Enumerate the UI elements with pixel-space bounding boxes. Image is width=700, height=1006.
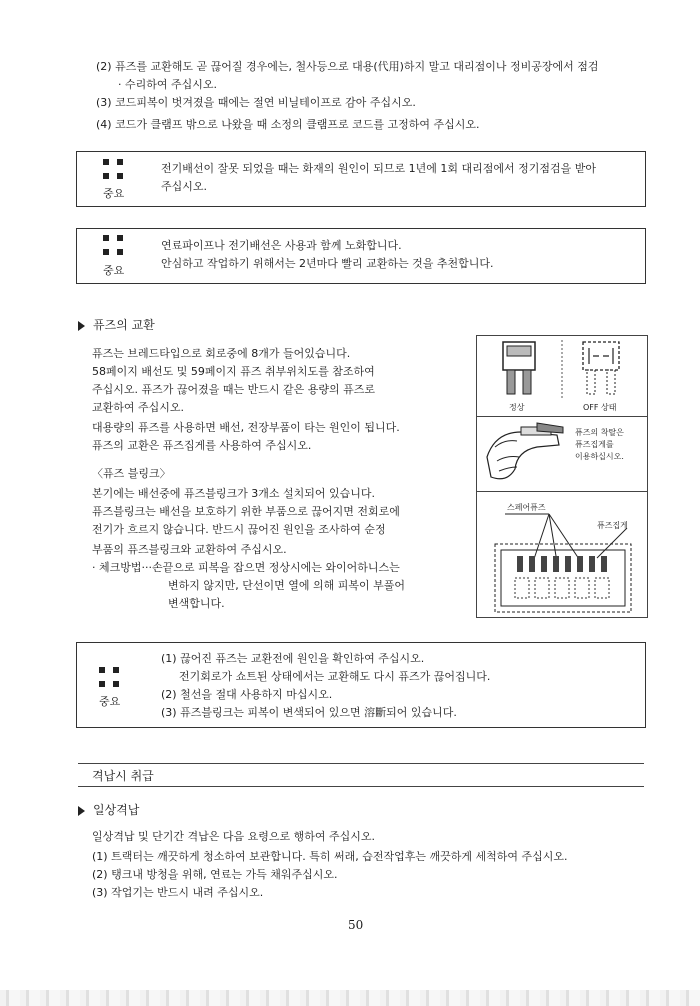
- fuse-para-line: 대용량의 퓨즈를 사용하면 배선, 전장부품이 타는 원인이 됩니다.: [92, 421, 400, 434]
- notice-line: 전기회로가 쇼트된 상태에서는 교환해도 다시 퓨즈가 끊어집니다.: [179, 670, 491, 683]
- notice-label: 중요: [103, 264, 125, 277]
- tong-note-line: 퓨즈집게를: [575, 440, 614, 449]
- storage-intro: 일상격납 및 단기간 격납은 다음 요령으로 행하여 주십시오.: [92, 830, 375, 843]
- tong-note-line: 퓨즈의 착탈은: [575, 428, 624, 437]
- rule-bottom: [78, 786, 644, 787]
- intro-item-2-cont: · 수리하여 주십시오.: [118, 78, 217, 91]
- intro-item-2: (2) 퓨즈를 교환해도 곧 끊어질 경우에는, 철사등으로 대용(代用)하지 말고 대리점이나 정비공장에서 점검: [96, 60, 599, 73]
- fuse-off-label: OFF 상태: [583, 403, 617, 412]
- notice-line: (2) 철선을 절대 사용하지 마십시오.: [161, 688, 333, 701]
- tong-note-line: 이용하십시오.: [575, 452, 624, 461]
- fuse-link-line: 전기가 흐르지 않습니다. 반드시 끊어진 원인을 조사하여 순정: [92, 523, 386, 536]
- fuse-para-line: 퓨즈는 브레드타입으로 회로중에 8개가 들어있습니다.: [92, 347, 351, 360]
- notice-line: (1) 끊어진 퓨즈는 교환전에 원인을 확인하여 주십시오.: [161, 652, 425, 665]
- notice-line: 연료파이프나 전기배선은 사용과 함께 노화합니다.: [161, 239, 402, 252]
- section-heading-daily-storage: [78, 801, 139, 818]
- fuse-para-line: 퓨즈의 교환은 퓨즈집게를 사용하여 주십시오.: [92, 439, 312, 452]
- section-heading-fuse: [78, 316, 155, 333]
- storage-item: (1) 트랙터는 깨끗하게 청소하여 보관합니다. 특히 써래, 습전작업후는 깨끗하게 세척하여 주십시오.: [92, 850, 568, 863]
- notice-box-1: [76, 151, 646, 207]
- intro-item-3: (3) 코드피복이 벗겨졌을 때에는 절연 비닐테이프로 감아 주십시오.: [96, 96, 416, 109]
- fuse-link-line: 본기에는 배선중에 퓨즈블링크가 3개소 설치되어 있습니다.: [92, 487, 375, 500]
- fuse-box-illustration: [477, 492, 647, 617]
- storage-item: (2) 탱크내 방청을 위해, 연료는 가득 채워주십시오.: [92, 868, 338, 881]
- check-method-line: 변하지 않지만, 단선이면 열에 의해 피복이 부풀어: [168, 579, 405, 592]
- fuse-box-figure: [476, 491, 648, 618]
- notice-label: 중요: [103, 187, 125, 200]
- section-heading-text: 퓨즈의 교환: [93, 318, 155, 332]
- fuse-para-line: 58페이지 배선도 및 59페이지 퓨즈 취부위치도를 참조하여: [92, 365, 375, 378]
- spare-fuse-label: 스페어퓨즈: [507, 503, 546, 512]
- fuse-tong-label: 퓨즈집게: [597, 521, 628, 530]
- notice-box-3: [76, 642, 646, 728]
- page-number: 50: [348, 918, 364, 932]
- fuse-tong-figure: [476, 416, 648, 492]
- storage-item: (3) 작업기는 반드시 내려 주십시오.: [92, 886, 264, 899]
- rule-top: [78, 763, 644, 764]
- important-cross-icon: [103, 235, 123, 255]
- fuse-link-line: 퓨즈블링크는 배선을 보호하기 위한 부품으로 끊어지면 전회로에: [92, 505, 400, 518]
- notice-line: 전기배선이 잘못 되었을 때는 화재의 원인이 되므로 1년에 1회 대리점에서 정기점검을 받아: [161, 162, 596, 175]
- fuse-para-line: 교환하여 주십시오.: [92, 401, 185, 414]
- fuse-state-figure: [476, 335, 648, 417]
- notice-box-2: [76, 228, 646, 284]
- fuse-normal-label: 정상: [509, 403, 525, 412]
- section-heading-text: 일상격납: [93, 803, 140, 817]
- triangle-bullet-icon: [78, 806, 85, 816]
- scan-edge: [0, 990, 700, 1006]
- fuse-link-subheading: 〈퓨즈 블링크〉: [92, 467, 171, 480]
- storage-title: 격납시 취급: [92, 769, 154, 783]
- important-cross-icon: [103, 159, 123, 179]
- fuse-link-line: 부품의 퓨즈블링크와 교환하여 주십시오.: [92, 543, 287, 556]
- fuse-blade-illustration: [477, 336, 647, 416]
- fuse-para-line: 주십시오. 퓨즈가 끊어졌을 때는 반드시 같은 용량의 퓨즈로: [92, 383, 375, 396]
- check-method-line: · 체크방법···손끝으로 피복을 잡으면 정상시에는 와이어하니스는: [92, 561, 400, 574]
- notice-label: 중요: [99, 695, 121, 708]
- intro-item-4: (4) 코드가 클램프 밖으로 나왔을 때 소정의 클램프로 코드를 고정하여 주십시오.: [96, 118, 480, 131]
- notice-line: 안심하고 작업하기 위해서는 2년마다 빨리 교환하는 것을 추천합니다.: [161, 257, 494, 270]
- notice-line: (3) 퓨즈블링크는 피복이 변색되어 있으면 溶斷되어 있습니다.: [161, 706, 457, 719]
- triangle-bullet-icon: [78, 321, 85, 331]
- important-cross-icon: [99, 667, 119, 687]
- check-method-line: 변색합니다.: [168, 597, 225, 610]
- notice-line: 주십시오.: [161, 180, 208, 193]
